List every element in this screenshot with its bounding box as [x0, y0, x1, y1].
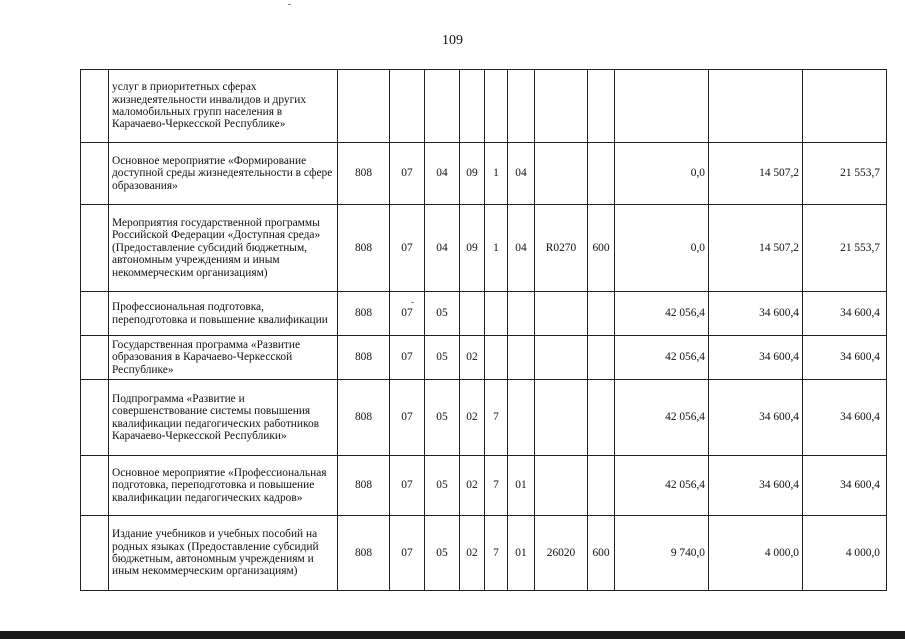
- sum-1-cell: 9 740,0: [615, 516, 709, 591]
- description-cell: Основное мероприятие «Формирование доступной среды жизнедеятельности в сфере образования»: [109, 143, 338, 205]
- row-number-cell: [81, 516, 109, 591]
- subprogram-code-cell: 7: [485, 380, 508, 456]
- sum-3-cell: 34 600,4: [803, 380, 887, 456]
- section-code-cell: 07: [390, 143, 425, 205]
- section-code-cell: 07: [390, 205, 425, 292]
- sum-1-cell: 42 056,4: [615, 292, 709, 336]
- subprogram-code-cell: [485, 70, 508, 143]
- direction-code-cell: [535, 143, 588, 205]
- main-event-code-cell: 01: [508, 516, 535, 591]
- subprogram-code-cell: [485, 292, 508, 336]
- section-code-cell: 07: [390, 380, 425, 456]
- subsection-code-cell: 05: [425, 336, 460, 380]
- direction-code-cell: [535, 292, 588, 336]
- main-event-code-cell: [508, 380, 535, 456]
- ministry-code-cell: [338, 70, 390, 143]
- section-code-cell: [390, 70, 425, 143]
- row-number-cell: [81, 292, 109, 336]
- description-cell: Профессиональная подготовка, переподготовка и повышение квалификации: [109, 292, 338, 336]
- sum-2-cell: 34 600,4: [709, 380, 803, 456]
- description-cell: услуг в приоритетных сферах жизнедеятельности инвалидов и других маломобильных групп населения в Карачаево-Черкесской Республике»: [109, 70, 338, 143]
- ministry-code-cell: 808: [338, 143, 390, 205]
- description-cell: Издание учебников и учебных пособий на родных языках (Предоставление субсидий бюджетным, автономным учреждениям и иным некоммерческим организациям): [109, 516, 338, 591]
- sum-2-cell: 34 600,4: [709, 292, 803, 336]
- subsection-code-cell: [425, 70, 460, 143]
- table-row: [81, 380, 887, 456]
- expense-type-cell: [588, 143, 615, 205]
- sum-3-cell: 4 000,0: [803, 516, 887, 591]
- subsection-code-cell: 05: [425, 380, 460, 456]
- expense-type-cell: [588, 336, 615, 380]
- row-number-cell: [81, 70, 109, 143]
- program-code-cell: [460, 70, 485, 143]
- description-cell: Мероприятия государственной программы Российской Федерации «Доступная среда» (Предоставление субсидий бюджетным, автономным учреждениям и иным некоммерческим организациям): [109, 205, 338, 292]
- expense-type-cell: [588, 70, 615, 143]
- main-event-code-cell: [508, 70, 535, 143]
- sum-3-cell: [803, 70, 887, 143]
- sum-2-cell: 34 600,4: [709, 456, 803, 516]
- table-row: [81, 205, 887, 292]
- direction-code-cell: [535, 380, 588, 456]
- subsection-code-cell: 05: [425, 516, 460, 591]
- subprogram-code-cell: 1: [485, 143, 508, 205]
- section-code-cell: 07: [390, 292, 425, 336]
- main-event-code-cell: [508, 292, 535, 336]
- program-code-cell: 09: [460, 205, 485, 292]
- subsection-code-cell: 05: [425, 292, 460, 336]
- description-cell: Подпрограмма «Развитие и совершенствование системы повышения квалификации педагогических работников Карачаево-Черкесской Республики»: [109, 380, 338, 456]
- expense-type-cell: [588, 456, 615, 516]
- row-number-cell: [81, 205, 109, 292]
- subprogram-code-cell: 1: [485, 205, 508, 292]
- section-code-cell: 07: [390, 456, 425, 516]
- ministry-code-cell: 808: [338, 292, 390, 336]
- sum-1-cell: 0,0: [615, 143, 709, 205]
- subsection-code-cell: 04: [425, 143, 460, 205]
- sum-2-cell: 14 507,2: [709, 143, 803, 205]
- scan-bottom-edge: [0, 631, 905, 639]
- program-code-cell: 02: [460, 456, 485, 516]
- expense-type-cell: [588, 380, 615, 456]
- sum-2-cell: 34 600,4: [709, 336, 803, 380]
- sum-1-cell: 0,0: [615, 205, 709, 292]
- subprogram-code-cell: 7: [485, 516, 508, 591]
- subprogram-code-cell: 7: [485, 456, 508, 516]
- table-row: [81, 516, 887, 591]
- ministry-code-cell: 808: [338, 336, 390, 380]
- main-event-code-cell: 01: [508, 456, 535, 516]
- subsection-code-cell: 04: [425, 205, 460, 292]
- program-code-cell: 02: [460, 516, 485, 591]
- ministry-code-cell: 808: [338, 380, 390, 456]
- description-cell: Государственная программа «Развитие образования в Карачаево-Черкесской Республике»: [109, 336, 338, 380]
- row-number-cell: [81, 143, 109, 205]
- sum-3-cell: 21 553,7: [803, 205, 887, 292]
- ministry-code-cell: 808: [338, 456, 390, 516]
- program-code-cell: 09: [460, 143, 485, 205]
- sum-1-cell: 42 056,4: [615, 456, 709, 516]
- subprogram-code-cell: [485, 336, 508, 380]
- expense-type-cell: 600: [588, 205, 615, 292]
- row-number-cell: [81, 336, 109, 380]
- direction-code-cell: [535, 336, 588, 380]
- expense-type-cell: 600: [588, 516, 615, 591]
- sum-1-cell: 42 056,4: [615, 336, 709, 380]
- ministry-code-cell: 808: [338, 516, 390, 591]
- page-number: 109: [442, 33, 463, 48]
- sum-2-cell: 14 507,2: [709, 205, 803, 292]
- table-row: [81, 292, 887, 336]
- row-number-cell: [81, 456, 109, 516]
- sum-1-cell: [615, 70, 709, 143]
- sum-3-cell: 21 553,7: [803, 143, 887, 205]
- program-code-cell: [460, 292, 485, 336]
- ministry-code-cell: 808: [338, 205, 390, 292]
- direction-code-cell: [535, 456, 588, 516]
- direction-code-cell: 26020: [535, 516, 588, 591]
- table-row: [81, 336, 887, 380]
- sum-3-cell: 34 600,4: [803, 456, 887, 516]
- sum-3-cell: 34 600,4: [803, 292, 887, 336]
- sum-3-cell: 34 600,4: [803, 336, 887, 380]
- table-row: [81, 143, 887, 205]
- expense-type-cell: [588, 292, 615, 336]
- table-row: [81, 70, 887, 143]
- scan-speck: [288, 4, 291, 5]
- program-code-cell: 02: [460, 336, 485, 380]
- sum-1-cell: 42 056,4: [615, 380, 709, 456]
- subsection-code-cell: 05: [425, 456, 460, 516]
- budget-table: [80, 69, 887, 591]
- description-cell: Основное мероприятие «Профессиональная подготовка, переподготовка и повышение квалификации педагогических кадров»: [109, 456, 338, 516]
- direction-code-cell: R0270: [535, 205, 588, 292]
- direction-code-cell: [535, 70, 588, 143]
- program-code-cell: 02: [460, 380, 485, 456]
- table-row: [81, 456, 887, 516]
- sum-2-cell: 4 000,0: [709, 516, 803, 591]
- row-number-cell: [81, 380, 109, 456]
- main-event-code-cell: [508, 336, 535, 380]
- main-event-code-cell: 04: [508, 205, 535, 292]
- section-code-cell: 07: [390, 336, 425, 380]
- main-event-code-cell: 04: [508, 143, 535, 205]
- sum-2-cell: [709, 70, 803, 143]
- section-code-cell: 07: [390, 516, 425, 591]
- scan-speck: [411, 302, 414, 303]
